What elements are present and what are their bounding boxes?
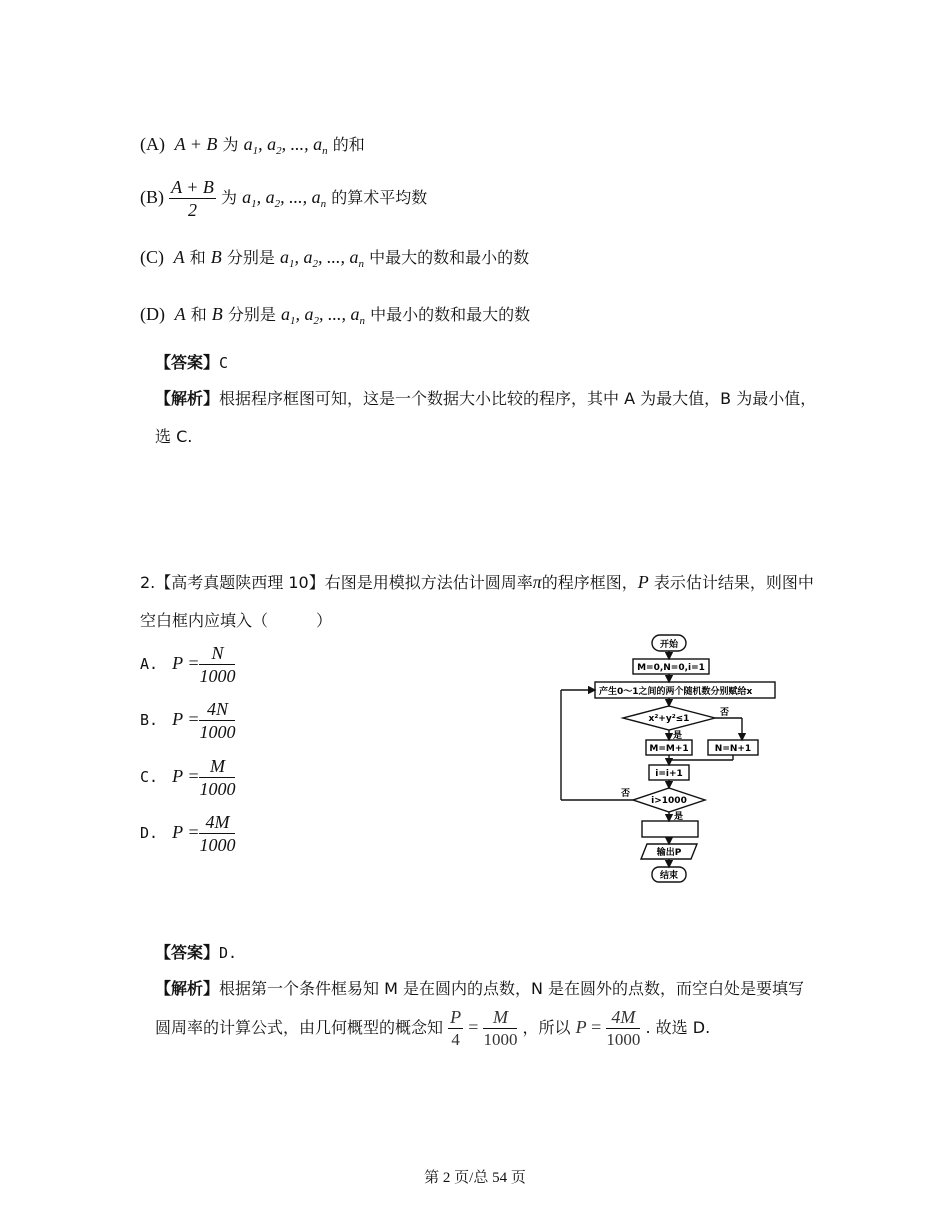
option-a-tail: 的和 [332,135,365,154]
flow-cond-yes: 是 [673,731,683,741]
option-d: (D) A 和 B 分别是 $a_1$, $a_2$, ..., $a_n$ 中最小的数和最大的数 [140,304,531,327]
flow-init-text: M=0,N=0,i=1 [637,663,705,673]
analysis-2-line2c: . 故选 D. [645,1018,711,1037]
flow-cond-text: x²+y²≤1 [648,714,690,724]
answer-value: C [219,354,229,372]
option-c-and: 和 [189,248,206,267]
answer-2 [155,940,237,963]
expr-a-plus-b: A + B [170,134,218,154]
fraction-b: $\frac{A + B}{2}$ [171,177,214,220]
q2-option-c: C. P = $\frac{M}{1000}$ [140,756,236,799]
option-d-tail: 中最小的数和最大的数 [370,305,531,324]
q2-option-a-label: A. [140,655,159,673]
option-c: (C) A 和 B 分别是 $a_1$, $a_2$, ..., $a_n$ 中最大的数和最小的数 [140,247,530,270]
analysis-1-line1 [155,386,816,409]
flow-cond-no: 否 [720,708,730,718]
flowchart [555,630,785,885]
q2-title-tail: 表示估计结果，则图中 [653,573,814,592]
analysis-2-text: 根据第一个条件框易知 M 是在圆内的点数，N 是在圆外的点数，而空白处是要填写 [219,979,805,998]
q2-option-d-label: D. [140,824,159,842]
analysis-text: 根据程序框图可知，这是一个数据大小比较的程序，其中 A 为最大值，B 为最小值， [219,389,817,408]
answer-1 [155,350,228,373]
flow-loop-yes: 是 [674,812,684,822]
analysis-1-line2: 选 C. [155,427,193,446]
page-footer: 第 2 页/总 54 页 [424,1170,526,1186]
flow-blank-box [642,821,698,837]
q2-option-c-label: C. [140,768,159,786]
option-b-label: (B) [140,187,164,207]
q2-option-b: B. P = $\frac{4N}{1000}$ [140,699,236,742]
option-a-text: 为 [222,135,239,154]
flow-gen-text: 产生0～1之间的两个随机数分别赋给x [599,687,753,697]
q2-title-prefix: 2.【高考真题陕西理 10】右图是用模拟方法估计圆周率 [140,573,533,592]
q2-option-a: A. P = $\frac{N}{1000}$ [140,643,236,686]
analysis-tag: 【解析】 [155,389,220,408]
option-b-text: 为 [221,188,238,207]
q2-option-d: D. P = $\frac{4M}{1000}$ [140,812,236,855]
option-d-mid: 分别是 [227,305,276,324]
analysis-2-line2b: ，所以 [522,1018,571,1037]
flow-inci-text: i=i+1 [655,769,683,779]
seq-a: $a_1$, $a_2$, ..., $a_n$ [243,134,328,157]
flow-incm-text: M=M+1 [649,744,689,754]
flow-incn-text: N=N+1 [714,744,752,754]
option-b-tail: 的算术平均数 [331,188,428,207]
answer-2-tag: 【答案】 [155,943,220,962]
answer-2-value: D. [219,944,238,962]
q2-title-mid: 的程序框图， [541,573,638,592]
option-d-label: (D) [140,304,165,324]
q2-option-b-label: B. [140,711,159,729]
option-c-label: (C) [140,247,164,267]
seq-b: $a_1$, $a_2$, ..., $a_n$ [242,187,327,210]
flow-output-text: 输出P [656,848,682,858]
q2-title-line2: 空白框内应填入（ ） [140,611,333,630]
option-c-tail: 中最大的数和最小的数 [369,248,530,267]
flow-loop-no: 否 [621,789,631,799]
answer-tag: 【答案】 [155,353,220,372]
option-d-and: 和 [190,305,207,324]
option-c-mid: 分别是 [226,248,275,267]
analysis-2-line2a: 圆周率的计算公式，由几何概型的概念知 [155,1018,444,1037]
analysis-2-tag: 【解析】 [155,979,220,998]
flow-end-text: 结束 [659,871,679,881]
option-a [140,132,365,157]
option-a-label: (A) [140,134,165,154]
flow-loop-text: i>1000 [651,796,687,806]
option-b [140,176,427,221]
q2-title-line1: 2.【高考真题陕西理 10】右图是用模拟方法估计圆周率π的程序框图，P 表示估计结果，则图中 [140,572,814,592]
analysis-2-line2: 圆周率的计算公式，由几何概型的概念知 $\frac{P}{4}$ = $\frac{M}{1000}$ ，所以 P = $\frac{4M}{1000}$ . 故选 D. [155,1007,711,1049]
analysis-2-line1 [155,976,804,999]
flow-start-text: 开始 [659,640,679,650]
